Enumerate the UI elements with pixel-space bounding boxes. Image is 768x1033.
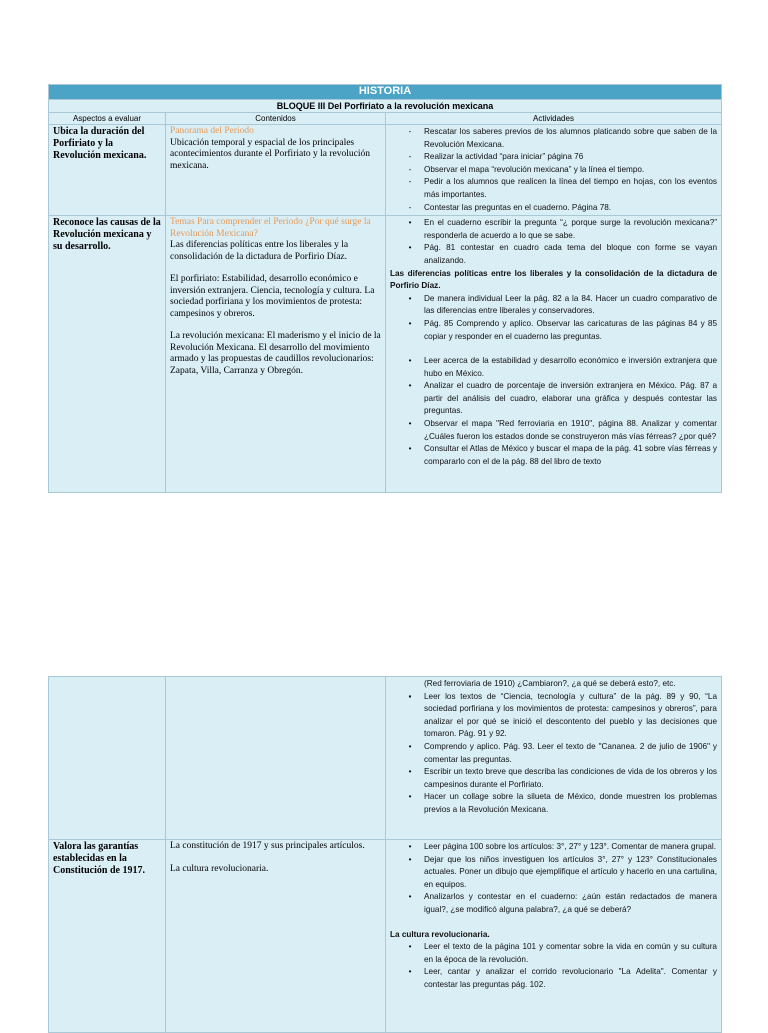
header-aspectos: Aspectos a evaluar bbox=[49, 113, 166, 125]
list-item: - Observar el mapa “revolución mexicana” y la línea el tiempo. bbox=[408, 164, 645, 174]
content-text: El porfiriato: Estabilidad, desarrollo económico e inversión extranjera. Ciencia, tecnología y cultura. La sociedad porfiriana y los movimientos de protesta: campesinos y obreros. bbox=[170, 274, 375, 319]
content-text: La cultura revolucionaria. bbox=[170, 863, 269, 874]
list-item: • De manera individual Leer la pág. 82 a la 84. Hacer un cuadro comparativo de las diferencias entre liberales y conservadores. bbox=[408, 293, 718, 316]
list-item: - Contestar las preguntas en el cuaderno. Página 78. bbox=[408, 202, 612, 212]
history-table-page-2 bbox=[48, 676, 722, 1033]
table-row bbox=[49, 216, 722, 493]
content-text: La revolución mexicana: El maderismo y el inicio de la Revolución Mexicana. El desarrollo del movimiento armado y las propuestas de caudillos revolucionarios: Zapata, Villa, Carranza y Obregón. bbox=[170, 331, 381, 376]
list-item: • Leer el texto de la página 101 y comentar sobre la vida en común y su cultura en la época de la revolución. bbox=[408, 942, 717, 964]
aspect-cell: Valora las garantías establecidas en la Constitución de 1917. bbox=[49, 840, 166, 1033]
content-cell bbox=[166, 840, 386, 1033]
page-1 bbox=[48, 84, 721, 493]
list-item: • Hacer un collage sobre la silueta de México, donde muestren los problemas previos a la Revolución Mexicana. bbox=[408, 792, 717, 814]
list-item: • Leer, cantar y analizar el corrido revolucionario "La Adelita". Comentar y contestar las preguntas pág. 102. bbox=[408, 967, 717, 989]
activities-cell bbox=[386, 840, 722, 1033]
list-item: ▪ Leer los textos de “Ciencia, tecnología y cultura” de la pág. 89 y 90, “La sociedad porfiriana y los movimientos de protesta: campesinos y obreros”, para analizar el por qué se inició el descontento del pueblo y las decisiones que tomaron. Pág. 91 y 92. bbox=[408, 691, 717, 739]
table-row bbox=[49, 677, 722, 840]
list-item: • Comprendo y aplico. Pág. 93. Leer el texto de "Cananea. 2 de julio de 1906" y comentar las preguntas. bbox=[408, 741, 717, 764]
content-cell bbox=[166, 125, 386, 216]
section-heading: Las diferencias políticas entre los liberales y la consolidación de la dictadura de Porfirio Díaz. bbox=[390, 268, 718, 291]
content-text: Ubicación temporal y espacial de los principales acontecimientos durante el Porfiriato y la revolución mexicana. bbox=[170, 137, 370, 171]
continuation-text: (Red ferroviaria de 1910) ¿Cambiaron?, ¿a qué se deberá esto?, etc. bbox=[424, 679, 676, 688]
list-item: • Dejar que los niños investiguen los artículos 3°, 27° y 123° Constitucionales actuales. Poner un dibujo que ejemplifique el artículo y hacerlo en una cartulina, en equipos. bbox=[408, 854, 717, 889]
activities-cell bbox=[386, 125, 722, 216]
content-text: Las diferencias políticas entre los liberales y la consolidación de la dictadura de Porfirio Díaz. bbox=[170, 240, 349, 262]
list-item: - Pedir a los alumnos que realicen la línea del tiempo en hojas, con los eventos más importantes. bbox=[408, 177, 718, 199]
list-item: • Observar el mapa "Red ferroviaria en 1910", página 88. Analizar y comentar ¿Cuáles fueron los estados donde se construyeron más vías férreas? ¿por qué? bbox=[408, 419, 718, 441]
history-table-page-1 bbox=[48, 84, 722, 493]
list-item: • Pág. 81 contestar en cuadro cada tema del bloque con forme se vayan analizando. bbox=[408, 243, 718, 265]
aspect-cell: Reconoce las causas de la Revolución mexicana y su desarrollo. bbox=[49, 216, 166, 493]
block-title: BLOQUE III Del Porfiriato a la revolución mexicana bbox=[49, 100, 722, 113]
content-cell bbox=[166, 216, 386, 493]
list-item: • En el cuaderno escribir la pregunta “¿ porque surge la revolución mexicana?” responderla de acuerdo a lo que se sabe. bbox=[408, 218, 718, 240]
list-item: - Realizar la actividad “para iniciar” página 76 bbox=[408, 152, 584, 162]
activities-cell bbox=[386, 677, 722, 840]
aspect-cell: Ubica la duración del Porfiriato y la Revolución mexicana. bbox=[49, 125, 166, 216]
content-heading: Panorama del Periodo bbox=[170, 126, 254, 136]
header-contenidos: Contenidos bbox=[166, 113, 386, 125]
list-item: • Pág. 85 Comprendo y aplico. Observar las caricaturas de las páginas 84 y 85 copiar y responder en el cuaderno las preguntas. bbox=[408, 318, 718, 341]
content-heading: Temas Para comprender el Periodo ¿Por qué surge la Revolución Mexicana? bbox=[170, 217, 371, 239]
header-actividades: Actividades bbox=[386, 113, 722, 125]
list-item: • Analizarlos y contestar en el cuaderno: ¿aún están redactados de manera igual?, ¿se modificó alguna palabra?, ¿a qué se deberá? bbox=[408, 892, 717, 914]
activities-cell bbox=[386, 216, 722, 493]
content-text: La constitución de 1917 y sus principales artículos. bbox=[170, 841, 365, 851]
table-title: HISTORIA bbox=[49, 85, 722, 100]
list-item: • Analizar el cuadro de porcentaje de inversión extranjera en México. Pág. 87 a partir del análisis del cuadro, elaborar una gráfica y después contestar las preguntas. bbox=[408, 381, 718, 416]
list-item: • Leer página 100 sobre los artículos: 3°, 27° y 123°. Comentar de manera grupal. bbox=[408, 842, 717, 851]
table-row bbox=[49, 125, 722, 216]
table-row bbox=[49, 840, 722, 1033]
list-item: • Escribir un texto breve que describa las condiciones de vida de los obreros y los campesinos durante el Porfiriato. bbox=[408, 767, 717, 789]
section-heading: La cultura revolucionaria. bbox=[390, 929, 490, 939]
list-item: • Consultar el Atlas de México y buscar el mapa de la pág. 41 sobre vías férreas y compararlo con el de la pág. 88 del libro de texto bbox=[408, 444, 718, 466]
page-2 bbox=[48, 676, 721, 1033]
list-item: • Leer acerca de la estabilidad y desarrollo económico e inversión extranjera que hubo en México. bbox=[408, 356, 718, 378]
list-item: - Rescatar los saberes previos de los alumnos platicando sobre que saben de la Revolución Mexicana. bbox=[408, 127, 718, 149]
